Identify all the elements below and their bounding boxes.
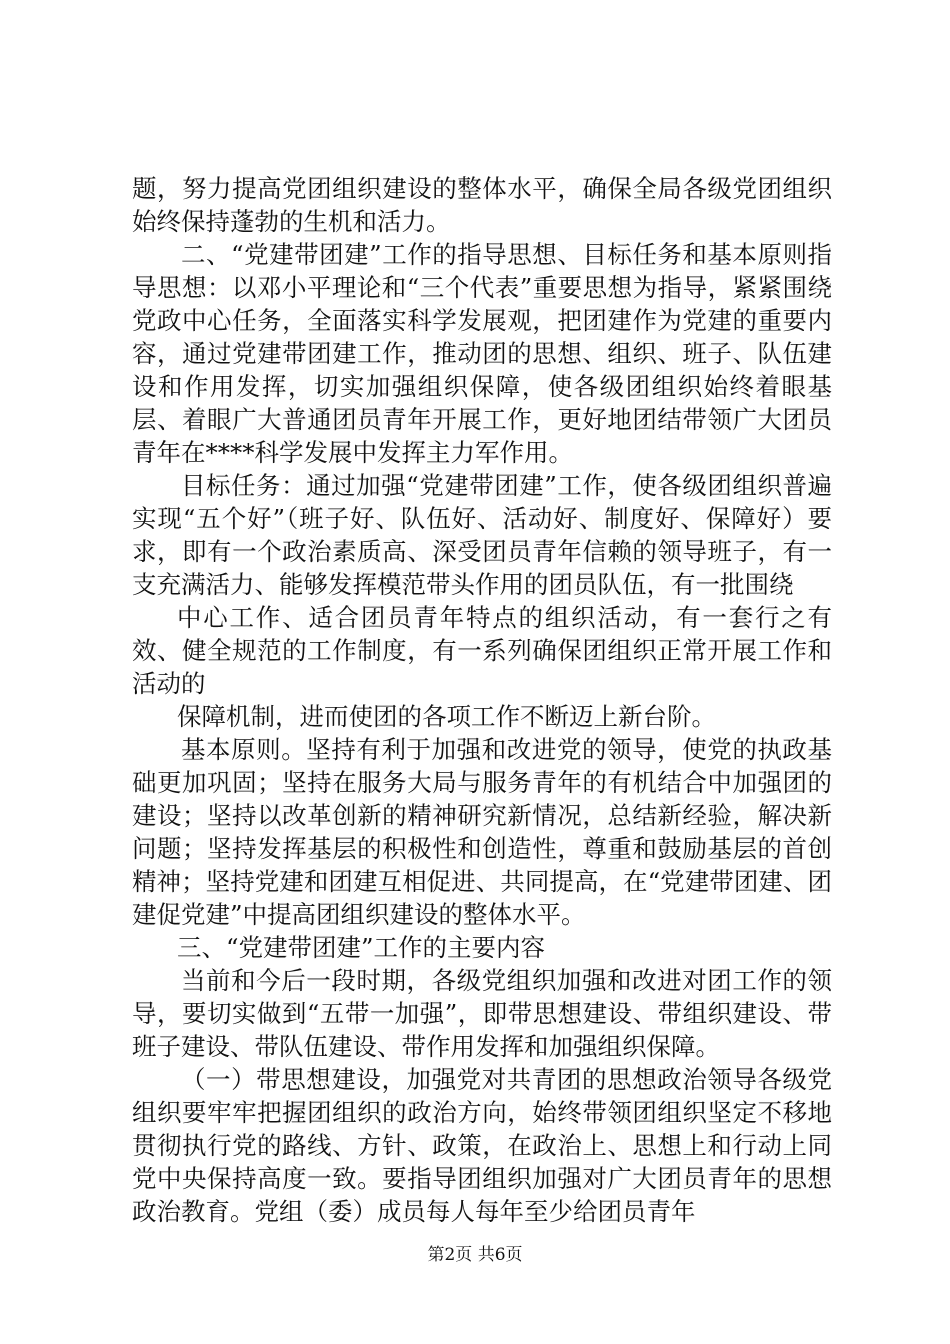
document-body — [132, 172, 832, 1228]
paragraph-objectives-continued: 中心工作、适合团员青年特点的组织活动，有一套行之有效、健全规范的工作制度，有一系列确保团组织正常开展工作和活动的 — [132, 603, 832, 698]
paragraph-ideological-building: （一）带思想建设，加强党对共青团的思想政治领导各级党组织要牢牢把握团组织的政治方向，始终带领团组织坚定不移地贯彻执行党的路线、方针、政策，在政治上、思想上和行动上同党中央保持高度一致。要指导团组织加强对广大团员青年的思想政治教育。党组（委）成员每人每年至少给团员青年 — [132, 1065, 832, 1226]
page-number-footer: 第2页 共6页 — [427, 1245, 523, 1265]
paragraph-section-two-heading: 二、“党建带团建”工作的指导思想、目标任务和基本原则指导思想：以邓小平理论和“三个代表”重要思想为指导，紧紧围绕党政中心任务，全面落实科学发展观，把团建作为党建的重要内容，通过党建带团建工作，推动团的思想、组织、班子、队伍建设和作用发挥，切实加强组织保障，使各级团组织始终着眼基层、着眼广大普通团员青年开展工作，更好地团结带领广大团员青年在****科学发展中发挥主力军作用。 — [132, 240, 832, 467]
paragraph-objectives: 目标任务：通过加强“党建带团建”工作，使各级团组织普遍实现“五个好”（班子好、队伍好、活动好、制度好、保障好）要求，即有一个政治素质高、深受团员青年信赖的领导班子，有一支充满活力、能够发挥模范带头作用的团员队伍，有一批围绕 — [132, 471, 832, 599]
paragraph-main-content: 当前和今后一段时期，各级党组织加强和改进对团工作的领导，要切实做到“五带一加强”，即带思想建设、带组织建设、带班子建设、带队伍建设、带作用发挥和加强组织保障。 — [132, 966, 832, 1061]
section-three-heading: 三、“党建带团建”工作的主要内容 — [177, 933, 546, 962]
paragraph-continuation: 题，努力提高党团组织建设的整体水平，确保全局各级党团组织始终保持蓬勃的生机和活力。 — [132, 174, 832, 236]
paragraph-objectives-end: 保障机制，进而使团的各项工作不断迈上新台阶。 — [177, 702, 716, 731]
paragraph-basic-principles: 基本原则。坚持有利于加强和改进党的领导，使党的执政基础更加巩固；坚持在服务大局与服务青年的有机结合中加强团的建设；坚持以改革创新的精神研究新情况，总结新经验，解决新问题；坚持发挥基层的积极性和创造性，尊重和鼓励基层的首创精神；坚持党建和团建互相促进、共同提高，在“党建带团建、团建促党建”中提高团组织建设的整体水平。 — [132, 735, 832, 929]
